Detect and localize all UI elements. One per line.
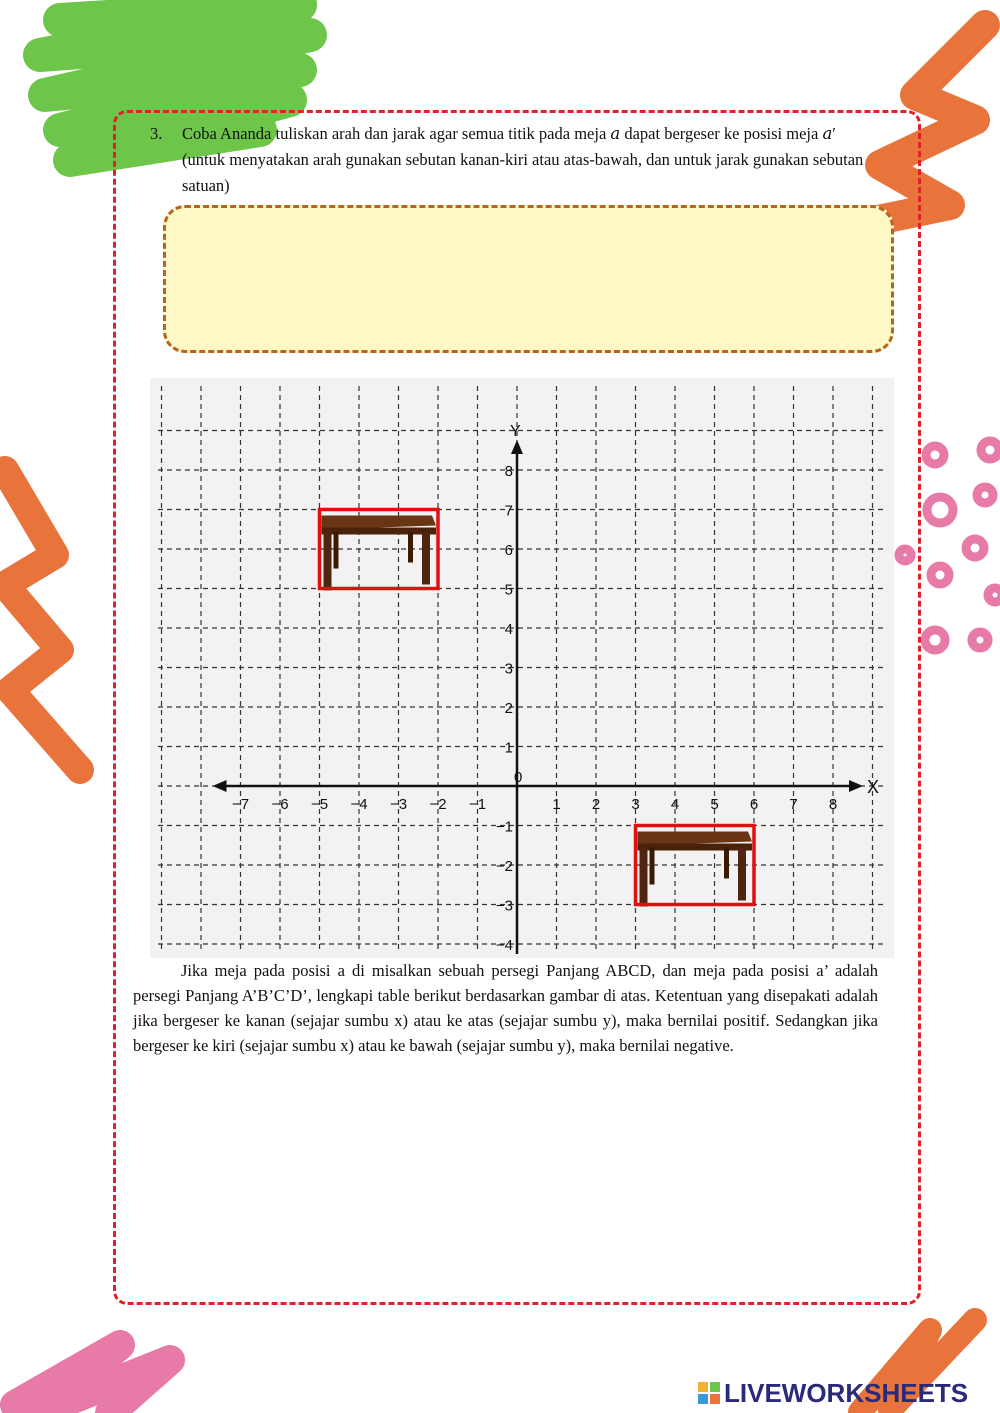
x-tick-label: 1 xyxy=(552,796,561,813)
answer-input[interactable] xyxy=(166,208,891,350)
x-tick-label: −5 xyxy=(310,796,329,813)
x-axis-arrow-icon xyxy=(849,780,863,792)
coordinate-grid xyxy=(150,378,894,958)
x-tick-label: 2 xyxy=(591,796,601,813)
x-axis-left-arrow-icon xyxy=(213,780,227,792)
origin-label: 0 xyxy=(514,769,523,786)
liveworksheets-logo-icon xyxy=(698,1382,720,1404)
brand-text: LIVEWORKSHEETS xyxy=(724,1377,969,1408)
table-top-icon xyxy=(322,516,437,530)
y-tick-label: −4 xyxy=(495,937,513,954)
table-leg-icon xyxy=(650,848,655,885)
x-tick-label: 6 xyxy=(749,796,759,813)
table-a-prime xyxy=(636,826,755,907)
y-tick-label: 1 xyxy=(504,739,513,757)
answer-box[interactable] xyxy=(163,205,894,353)
table-leg-icon xyxy=(408,532,413,563)
y-tick-label: 6 xyxy=(504,542,513,559)
table-leg-icon xyxy=(324,532,332,591)
y-tick-label: 3 xyxy=(504,660,513,678)
y-tick-label: 5 xyxy=(504,581,513,599)
x-tick-label: −4 xyxy=(350,796,368,813)
question-text: Coba Ananda tuliskan arah dan jarak agar semua titik pada meja 𝑎 dapat bergeser ke posisi meja 𝑎′ (untuk menyatakan arah gunakan sebutan kanan-kiri atau atas-bawah, dan untuk jarak gunakan sebutan satuan) xyxy=(182,124,864,195)
table-apron-icon xyxy=(638,844,753,851)
table-a xyxy=(320,510,439,591)
x-tick-label: −7 xyxy=(231,796,250,813)
x-tick-label: 8 xyxy=(828,796,838,813)
y-tick-label: −3 xyxy=(495,897,513,915)
table-leg-icon xyxy=(422,532,430,585)
y-tick-label: −1 xyxy=(495,818,513,836)
x-tick-label: −3 xyxy=(389,796,408,813)
x-tick-label: −1 xyxy=(468,796,487,813)
table-leg-icon xyxy=(640,848,648,907)
x-axis-label: X xyxy=(867,777,880,797)
liveworksheets-logo xyxy=(698,1377,968,1409)
instruction-paragraph: Jika meja pada posisi a di misalkan sebuah persegi Panjang ABCD, dan meja pada posisi a’ adalah persegi Panjang A’B’C’D’, lengkapi table berikut berdasarkan gambar di atas. Ketentuan yang disepakati adalah jika bergeser ke kanan (sejajar sumbu x) atau ke atas (sejajar sumbu y), maka bernilai positif. Sedangkan jika bergeser ke kiri (sejajar sumbu x) atau ke bawah (sejajar sumbu y), maka bernilai negative. xyxy=(133,961,878,1055)
table-top-icon xyxy=(638,832,753,846)
x-tick-label: 5 xyxy=(710,796,719,813)
table-apron-icon xyxy=(322,528,437,535)
question xyxy=(150,121,865,199)
y-tick-label: 2 xyxy=(504,700,513,717)
y-tick-label: 4 xyxy=(504,621,513,638)
y-tick-label: 7 xyxy=(504,502,513,520)
x-tick-label: 7 xyxy=(789,796,798,813)
question-number: 3. xyxy=(150,124,163,143)
y-tick-label: −2 xyxy=(495,858,513,875)
table-leg-icon xyxy=(738,848,746,901)
y-tick-label: 8 xyxy=(504,463,513,480)
x-tick-label: −6 xyxy=(271,796,289,813)
orange-zigzag-left-icon xyxy=(5,470,80,770)
x-tick-label: −2 xyxy=(429,796,447,813)
x-tick-label: 4 xyxy=(670,796,680,813)
table-leg-icon xyxy=(334,532,339,569)
table-leg-icon xyxy=(724,848,729,879)
y-axis-arrow-icon xyxy=(511,440,523,454)
x-tick-label: 3 xyxy=(631,796,640,813)
pink-brush-icon xyxy=(15,1345,170,1413)
y-axis-label: Y xyxy=(510,423,521,440)
